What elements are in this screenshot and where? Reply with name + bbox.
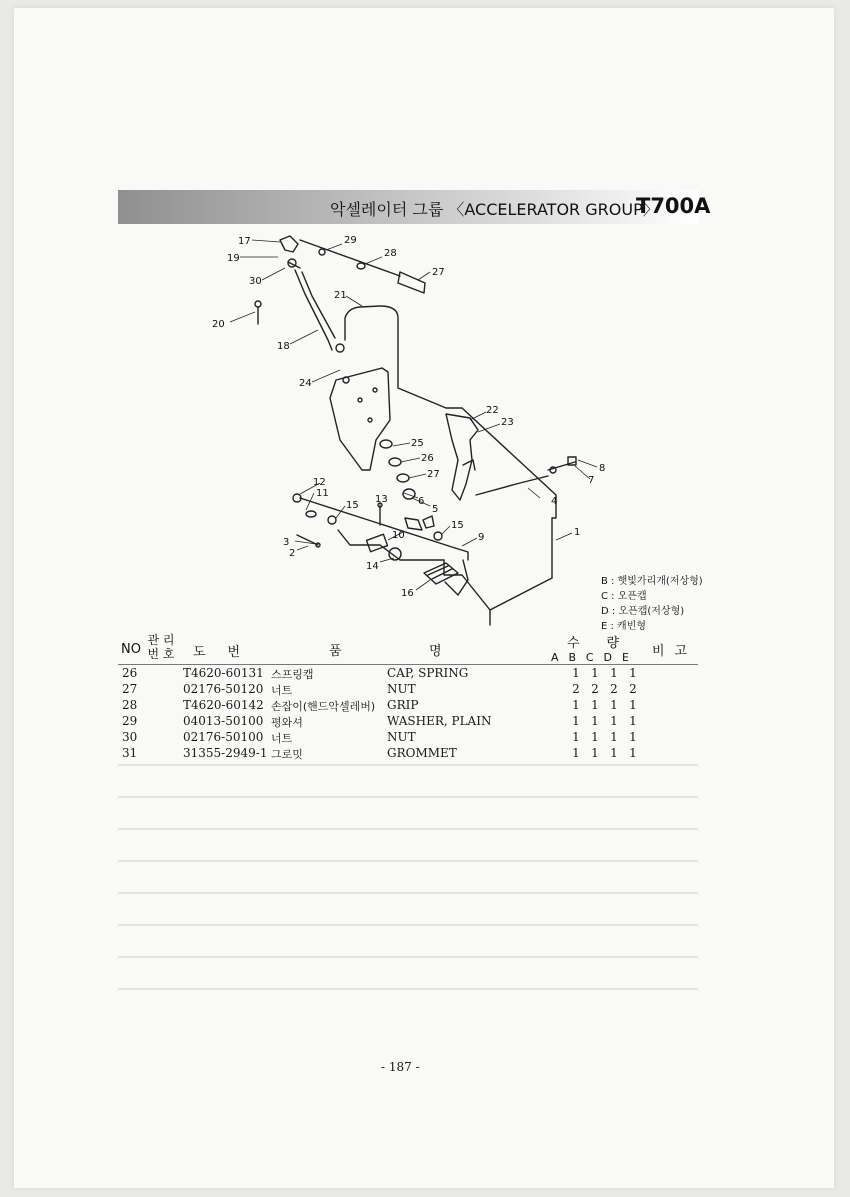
row-name-kr: 스프링캡 (271, 668, 314, 681)
header-mgmt-line1: 관 리 (147, 633, 175, 647)
callout-26: 26 (421, 453, 434, 464)
row-no: 30 (122, 730, 138, 744)
callout-15b: 15 (451, 520, 464, 531)
row-code: 02176-50120 (183, 682, 264, 696)
callout-19: 19 (227, 253, 240, 264)
row-code: T4620-60131 (183, 666, 264, 680)
row-qty-d: 1 (610, 714, 618, 728)
bracket-plate (330, 368, 390, 470)
header-remarks: 비고 (652, 644, 698, 659)
callout-28: 27 (432, 267, 445, 278)
callout-21: 21 (334, 290, 347, 301)
row-qty-c: 1 (591, 730, 599, 744)
row-no: 28 (122, 698, 138, 712)
note-b: B : 햇빛가리개(저상형) (601, 576, 703, 587)
row-qty-b: 2 (572, 682, 580, 696)
callout-20: 20 (212, 319, 225, 330)
table-row (0, 714, 700, 730)
grip-handle (398, 272, 425, 293)
callout-7: 7 (588, 475, 595, 486)
row-name-en: GRIP (387, 698, 419, 712)
row-qty-d: 1 (610, 746, 618, 760)
header-mgmt-line2: 번 호 (147, 647, 175, 661)
callout-13: 13 (375, 494, 388, 505)
row-code: 04013-50100 (183, 714, 264, 728)
row-name-kr: 손잡이(핸드악셀레버) (271, 700, 376, 713)
header-part-name-2: 명 (429, 644, 442, 659)
table-row (0, 746, 700, 762)
row-qty-e: 1 (629, 698, 637, 712)
row-no: 31 (122, 746, 138, 760)
row-qty-c: 1 (591, 698, 599, 712)
callout-10: 10 (392, 530, 405, 541)
row-qty-d: 1 (610, 698, 618, 712)
callout-11: 11 (316, 488, 329, 499)
header-no: NO (121, 642, 141, 657)
row-qty-d: 1 (610, 730, 618, 744)
page-number: - 187 - (381, 1060, 420, 1074)
header-management-number (145, 633, 177, 661)
callout-15a: 15 (346, 500, 359, 511)
header-drawing-number: 도번 (193, 645, 263, 660)
callout-3: 3 (283, 537, 290, 548)
callout-31: 30 (249, 276, 262, 287)
row-name-en: NUT (387, 730, 416, 744)
page-title: 악셀레이터 그룹 〈ACCELERATOR GROUP〉 (330, 200, 659, 219)
throttle-rod (476, 476, 548, 495)
callout-25: 25 (411, 438, 424, 449)
pedal-bracket (446, 414, 478, 500)
callout-labels (212, 235, 605, 599)
row-qty-e: 1 (629, 666, 637, 680)
table-row (0, 666, 700, 682)
note-c: C : 오픈캡 (601, 591, 647, 602)
row-qty-c: 1 (591, 746, 599, 760)
row-qty-b: 1 (572, 698, 580, 712)
row-name-kr: 너트 (271, 684, 293, 697)
row-no: 27 (122, 682, 138, 696)
row-name-kr: 그로밋 (271, 748, 303, 761)
row-name-kr: 평와셔 (271, 716, 303, 729)
row-qty-e: 1 (629, 746, 637, 760)
row-qty-c: 2 (591, 682, 599, 696)
hand-lever (295, 270, 332, 350)
callout-22: 22 (486, 405, 499, 416)
row-qty-d: 2 (610, 682, 618, 696)
callout-4: 4 (551, 496, 558, 507)
row-name-en: WASHER, PLAIN (387, 714, 492, 728)
callout-17: 17 (238, 236, 251, 247)
row-qty-c: 1 (591, 714, 599, 728)
row-qty-d: 1 (610, 666, 618, 680)
callout-12: 12 (313, 477, 326, 488)
callout-18: 18 (277, 341, 290, 352)
variant-notes (601, 574, 703, 634)
callout-9: 9 (478, 532, 485, 543)
note-d: D : 오픈캡(저상형) (601, 606, 685, 617)
row-qty-b: 1 (572, 666, 580, 680)
callout-5: 5 (432, 504, 439, 515)
note-e: E : 캐빈형 (601, 621, 647, 632)
table-row (0, 730, 700, 746)
table-row (0, 698, 700, 714)
row-code: 02176-50100 (183, 730, 264, 744)
callout-23: 23 (501, 417, 514, 428)
row-qty-e: 1 (629, 714, 637, 728)
row-qty-b: 1 (572, 714, 580, 728)
callout-24: 24 (299, 378, 312, 389)
row-no: 29 (122, 714, 138, 728)
header-part-name-1: 품 (329, 644, 342, 659)
bleed-through-lines (118, 764, 698, 1034)
header-quantity-columns: ABCDE (551, 651, 639, 664)
row-code: T4620-60142 (183, 698, 264, 712)
row-no: 26 (122, 666, 138, 680)
callout-6: 6 (418, 496, 425, 507)
callout-29: 28 (384, 248, 397, 259)
callout-8: 8 (599, 463, 606, 474)
callout-16: 16 (401, 588, 414, 599)
callout-2: 2 (289, 548, 296, 559)
row-qty-c: 1 (591, 666, 599, 680)
row-qty-b: 1 (572, 730, 580, 744)
row-name-kr: 너트 (271, 732, 293, 745)
table-row (0, 682, 700, 698)
callout-30: 29 (344, 235, 357, 246)
row-name-en: GROMMET (387, 746, 457, 760)
row-name-en: CAP, SPRING (387, 666, 469, 680)
row-name-en: NUT (387, 682, 416, 696)
callout-1: 1 (574, 527, 581, 538)
callout-27-visible: 27 (427, 469, 440, 480)
header-divider (118, 664, 698, 665)
row-qty-e: 2 (629, 682, 637, 696)
row-qty-e: 1 (629, 730, 637, 744)
model-label: T700A (636, 194, 711, 218)
callout-14: 14 (366, 561, 379, 572)
row-code: 31355-2949-1 (183, 746, 268, 760)
header-quantity: 수량 (567, 636, 647, 651)
row-qty-b: 1 (572, 746, 580, 760)
